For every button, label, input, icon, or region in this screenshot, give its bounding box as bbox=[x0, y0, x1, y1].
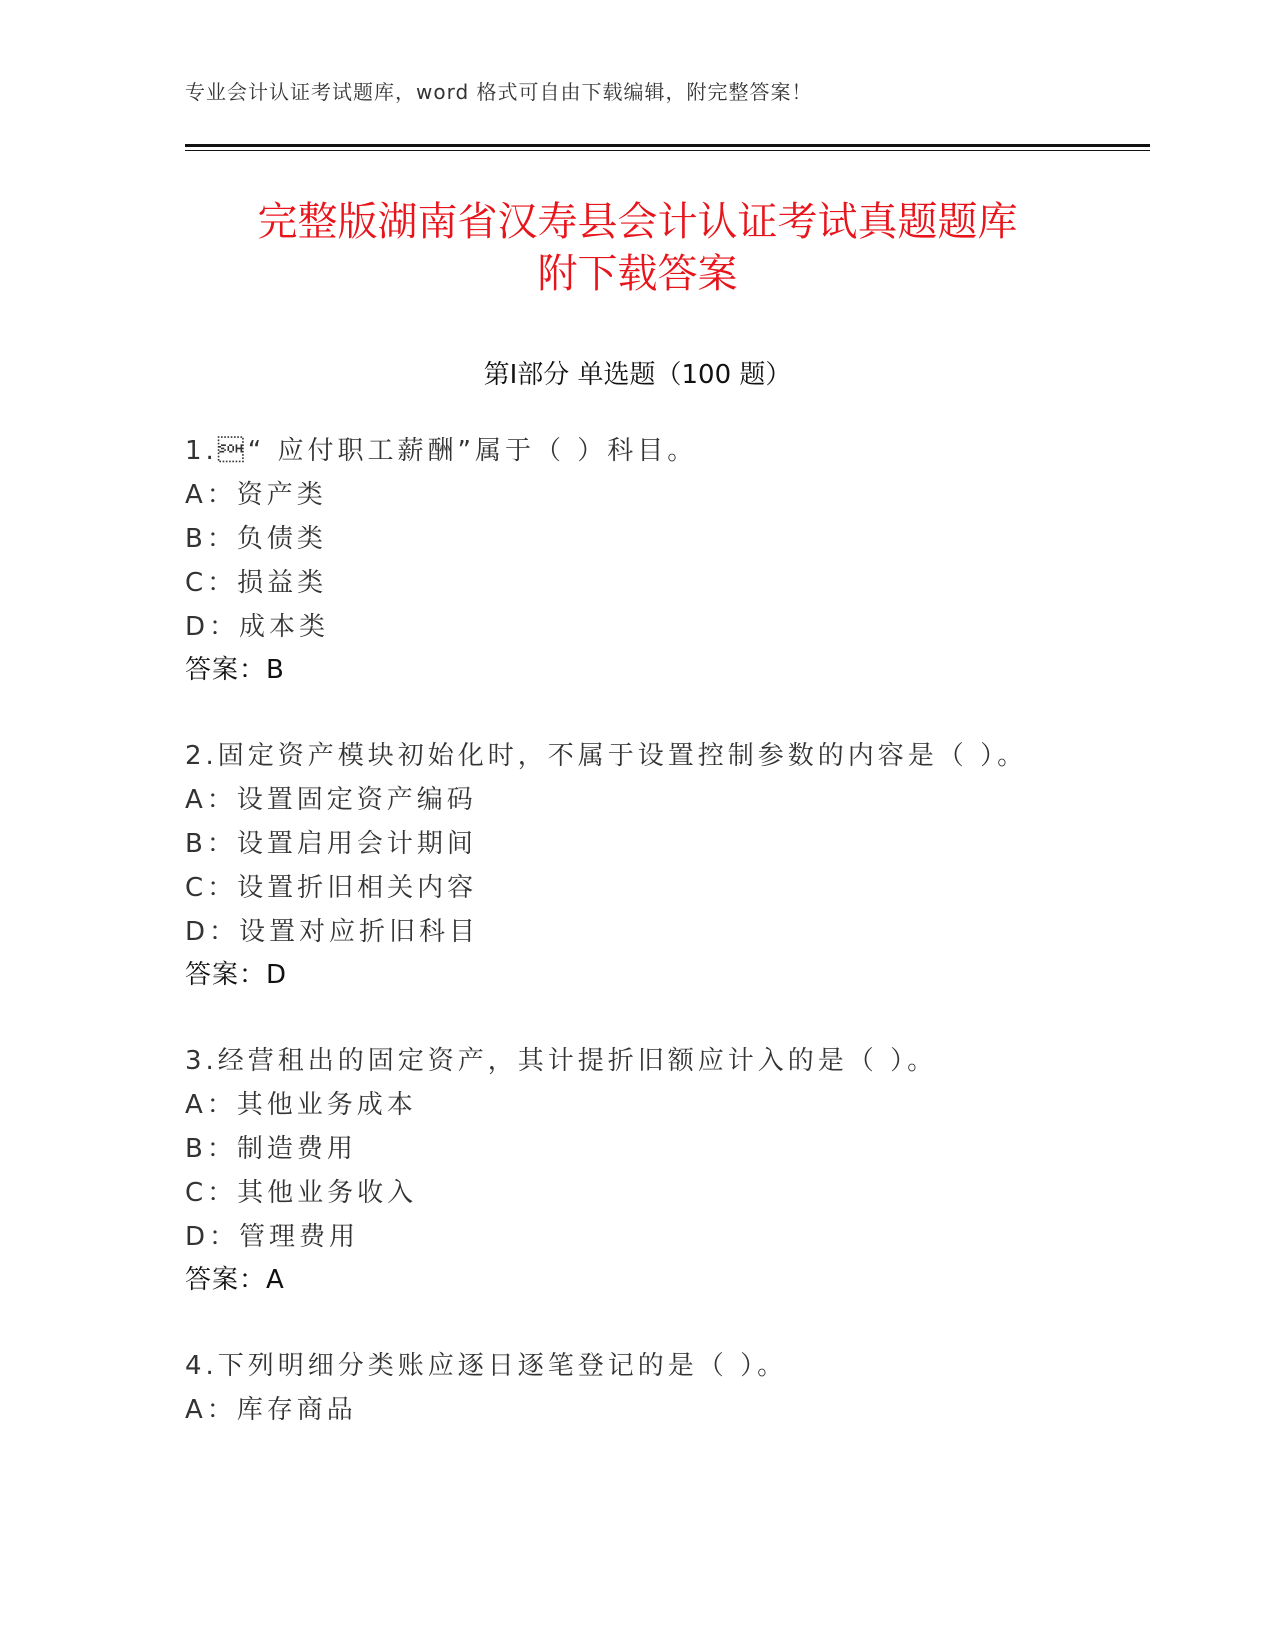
option-b: B：设置启用会计期间 bbox=[185, 829, 477, 859]
option-a: A：库存商品 bbox=[185, 1395, 357, 1425]
answer: 答案：B bbox=[185, 655, 285, 685]
question-stem: 2.固定资产模块初始化时，不属于设置控制参数的内容是（ ）。 bbox=[185, 741, 1028, 771]
title-line-1: 完整版湖南省汉寿县会计认证考试真题题库 bbox=[257, 199, 1018, 245]
answer: 答案：A bbox=[185, 1265, 285, 1295]
question-stem: 3.经营租出的固定资产，其计提折旧额应计入的是（ ）。 bbox=[185, 1046, 938, 1076]
header-note: 专业会计认证考试题库，word 格式可自由下载编辑，附完整答案！ bbox=[185, 80, 813, 104]
header-divider-thick bbox=[185, 144, 1150, 147]
option-a: A：资产类 bbox=[185, 480, 327, 510]
question-stem: 1.“ 应付职工薪酬”属于（ ）科目。 bbox=[185, 436, 698, 466]
answer: 答案：D bbox=[185, 960, 288, 990]
document-title bbox=[0, 196, 1275, 300]
option-c: C：损益类 bbox=[185, 568, 328, 598]
option-d: D：成本类 bbox=[185, 612, 330, 642]
option-d: D：管理费用 bbox=[185, 1222, 360, 1252]
option-b: B：制造费用 bbox=[185, 1134, 357, 1164]
option-c: C：其他业务收入 bbox=[185, 1178, 418, 1208]
option-c: C：设置折旧相关内容 bbox=[185, 873, 478, 903]
title-line-2: 附下载答案 bbox=[537, 251, 738, 297]
option-d: D：设置对应折旧科目 bbox=[185, 917, 480, 947]
option-a: A：设置固定资产编码 bbox=[185, 785, 477, 815]
header-divider-thin bbox=[185, 150, 1150, 151]
section-heading: 第Ⅰ部分 单选题（100 题） bbox=[483, 360, 792, 390]
option-a: A：其他业务成本 bbox=[185, 1090, 417, 1120]
option-b: B：负债类 bbox=[185, 524, 327, 554]
question-stem: 4.下列明细分类账应逐日逐笔登记的是（ ）。 bbox=[185, 1351, 788, 1381]
